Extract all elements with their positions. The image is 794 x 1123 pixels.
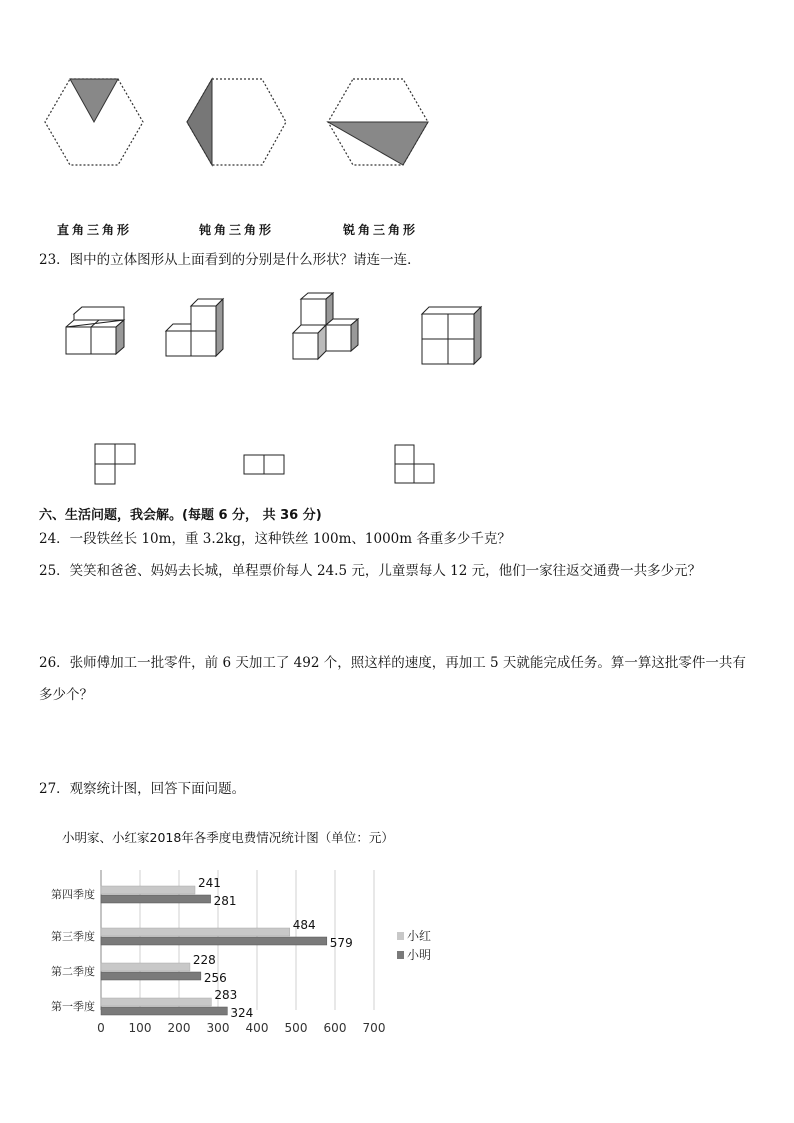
question-24: 24．一段铁丝长 10m，重 3.2kg，这种铁丝 100m、1000m 各重多少千克？	[39, 531, 511, 547]
data-label: 324	[230, 1006, 254, 1020]
bar-chart	[0, 860, 440, 1060]
question-27: 27．观察统计图，回答下面问题。	[39, 781, 246, 797]
bar-xiaohong	[101, 963, 190, 971]
category-label: 第三季度	[51, 930, 95, 943]
top-view-3	[395, 445, 434, 483]
data-label: 281	[213, 894, 237, 908]
question-25: 25．笑笑和爸爸、妈妈去长城，单程票价每人 24.5 元，儿童票每人 12 元，他们一家往返交通费一共多少元？	[39, 563, 702, 579]
data-label: 241	[197, 876, 221, 890]
section-6-title: 六、生活问题，我会解。(每题 6 分， 共 36 分)	[39, 508, 322, 523]
legend-label: 小明	[407, 948, 432, 962]
hexagon-figures	[0, 0, 794, 200]
top-view-2	[244, 455, 284, 474]
legend-swatch	[397, 932, 404, 940]
category-label: 第四季度	[51, 888, 95, 901]
label-right-triangle: 直角三角形	[57, 223, 133, 237]
x-tick-label: 500	[284, 1021, 308, 1035]
bar-xiaohong	[101, 886, 195, 894]
x-tick-label: 300	[206, 1021, 230, 1035]
solid-figure-3	[293, 293, 358, 359]
bar-xiaoming	[101, 972, 201, 980]
data-label: 256	[203, 971, 227, 985]
solid-figure-4	[422, 307, 481, 364]
hexagon-acute-triangle	[328, 79, 428, 165]
solid-figure-1	[66, 307, 124, 354]
legend-label: 小红	[407, 929, 432, 943]
question-26-line1: 26．张师傅加工一批零件，前 6 天加工了 492 个，照这样的速度，再加工 5 天就能完成任务。算一算这批零件一共有	[39, 655, 746, 671]
question-26-line2: 多少个？	[39, 687, 93, 703]
bar-xiaohong	[101, 928, 290, 936]
hexagon-obtuse-triangle	[187, 79, 286, 165]
x-tick-label: 400	[245, 1021, 269, 1035]
chart-title: 小明家、小红家2018年各季度电费情况统计图（单位：元）	[62, 830, 394, 845]
data-label: 228	[192, 953, 216, 967]
x-tick-label: 200	[167, 1021, 191, 1035]
x-tick-label: 700	[362, 1021, 386, 1035]
bar-xiaohong	[101, 998, 211, 1006]
data-label: 283	[214, 988, 238, 1002]
legend-swatch	[397, 951, 404, 959]
data-label: 579	[329, 936, 353, 950]
x-tick-label: 0	[97, 1021, 105, 1035]
x-tick-label: 100	[128, 1021, 152, 1035]
x-tick-label: 600	[323, 1021, 347, 1035]
label-acute-triangle: 锐角三角形	[343, 223, 419, 237]
bar-xiaoming	[101, 895, 211, 903]
label-obtuse-triangle: 钝角三角形	[199, 223, 275, 237]
bar-xiaoming	[101, 937, 327, 945]
category-label: 第二季度	[51, 965, 95, 978]
solid-figure-2	[166, 299, 223, 356]
solid-figures	[0, 285, 794, 405]
bar-xiaoming	[101, 1007, 227, 1015]
hexagon-right-triangle	[45, 79, 143, 165]
question-23: 23．图中的立体图形从上面看到的分别是什么形状？请连一连．	[39, 252, 421, 268]
category-label: 第一季度	[51, 1000, 95, 1013]
top-view-figures	[0, 440, 794, 500]
data-label: 484	[292, 918, 316, 932]
top-view-1	[95, 444, 135, 484]
